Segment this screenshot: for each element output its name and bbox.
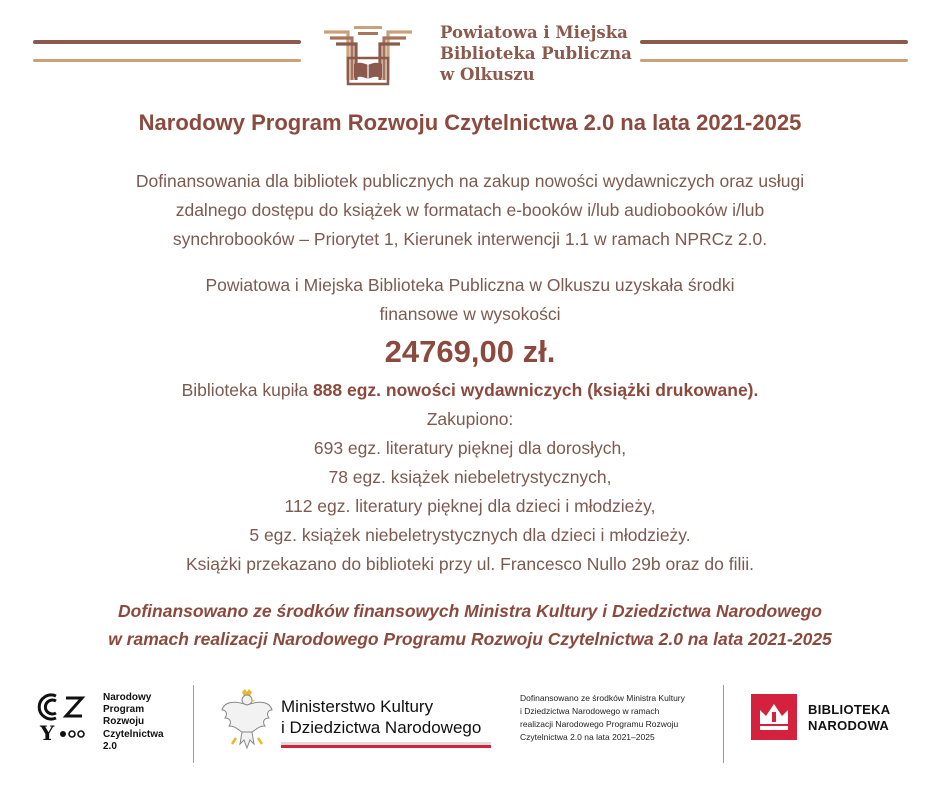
nprc-line: Rozwoju xyxy=(103,716,145,728)
purchase-line: 112 egz. literatury pięknej dla dzieci i młodzieży, xyxy=(284,496,656,516)
ministry-line: Ministerstwo Kultury xyxy=(281,697,434,716)
library-name-line: Powiatowa i Miejska xyxy=(440,23,628,42)
footnote-line: Dofinansowano ze środków finansowych Ministra Kultury i Dziedzictwa Narodowego xyxy=(118,601,822,621)
purchase-highlight: 888 egz. nowości wydawniczych (książki drukowane). xyxy=(312,380,759,400)
funding-line: Powiatowa i Miejska Biblioteka Publiczna w Olkuszu uzyskała środki xyxy=(205,275,735,295)
header-rule-right-thin xyxy=(640,59,908,62)
purchase-prefix: Biblioteka kupiła xyxy=(181,380,313,400)
purchase-line: Książki przekazano do biblioteki przy ul. Francesco Nullo 29b oraz do filii. xyxy=(185,554,755,574)
footer-separator xyxy=(723,685,724,763)
header xyxy=(0,0,940,100)
purchase-line: 78 egz. książek niebeletrystycznych, xyxy=(328,467,612,487)
ministry-flag-bar xyxy=(281,742,491,748)
ministry-name xyxy=(281,696,481,738)
biblioteka-narodowa-logo-icon xyxy=(751,694,797,740)
financing-line: realizacji Narodowego Programu Rozwoju xyxy=(520,719,679,729)
financing-line: Czytelnictwa 2.0 na lata 2021–2025 xyxy=(520,732,655,742)
ministry-line: i Dziedzictwa Narodowego xyxy=(281,718,482,737)
library-name xyxy=(440,22,632,85)
eagle-emblem-icon xyxy=(220,688,274,752)
flag-red-stripe xyxy=(281,745,491,748)
intro-line: synchrobooków – Priorytet 1, Kierunek interwencji 1.1 w ramach NPRCz 2.0. xyxy=(172,229,768,249)
intro-line: zdalnego dostępu do książek w formatach e-booków i/lub audiobooków i/lub xyxy=(175,200,765,220)
intro-line: Dofinansowania dla bibliotek publicznych na zakup nowości wydawniczych oraz usługi xyxy=(135,171,805,191)
bn-line: NARODOWA xyxy=(808,718,890,733)
purchase-line: 5 egz. książek niebeletrystycznych dla dzieci i młodzieży. xyxy=(249,525,691,545)
library-logo-icon xyxy=(318,24,418,88)
purchase-paragraph xyxy=(0,376,940,579)
purchase-line: 693 egz. literatury pięknej dla dorosłych, xyxy=(313,438,627,458)
nprc-line: Czytelnictwa xyxy=(103,728,164,740)
financing-note xyxy=(520,692,685,744)
nprc-logo-icon xyxy=(36,692,94,744)
purchase-line: Zakupiono: xyxy=(426,409,514,429)
financing-line: Dofinansowano ze środków Ministra Kultury xyxy=(520,693,685,703)
footer-logos xyxy=(0,680,940,780)
funding-amount: 24769,00 zł. xyxy=(384,334,556,369)
header-rule-left-thin xyxy=(33,59,301,62)
header-rule-left xyxy=(33,40,301,44)
library-name-line: w Olkuszu xyxy=(440,65,535,84)
footnote-line: w ramach realizacji Narodowego Programu Rozwoju Czytelnictwa 2.0 na lata 2021-2025 xyxy=(108,629,832,649)
funding-line: finansowe w wysokości xyxy=(379,304,561,324)
biblioteka-narodowa-name xyxy=(808,702,890,734)
intro-paragraph xyxy=(0,167,940,254)
bn-line: BIBLIOTEKA xyxy=(808,702,891,717)
financing-line: i Dziedzictwa Narodowego w ramach xyxy=(520,706,660,716)
library-name-line: Biblioteka Publiczna xyxy=(440,44,632,63)
svg-text:Y: Y xyxy=(40,721,55,744)
page-title: Narodowy Program Rozwoju Czytelnictwa 2.0 na lata 2021-2025 xyxy=(138,110,802,135)
nprc-line: Narodowy xyxy=(103,692,152,703)
funding-paragraph xyxy=(0,271,940,329)
footer-separator xyxy=(193,685,194,763)
nprc-line: 2.0 xyxy=(103,740,117,752)
nprc-name xyxy=(103,692,164,753)
purchase-summary xyxy=(0,376,940,405)
funding-footnote xyxy=(0,597,940,653)
header-rule-right xyxy=(640,40,908,44)
nprc-line: Program xyxy=(103,704,145,716)
